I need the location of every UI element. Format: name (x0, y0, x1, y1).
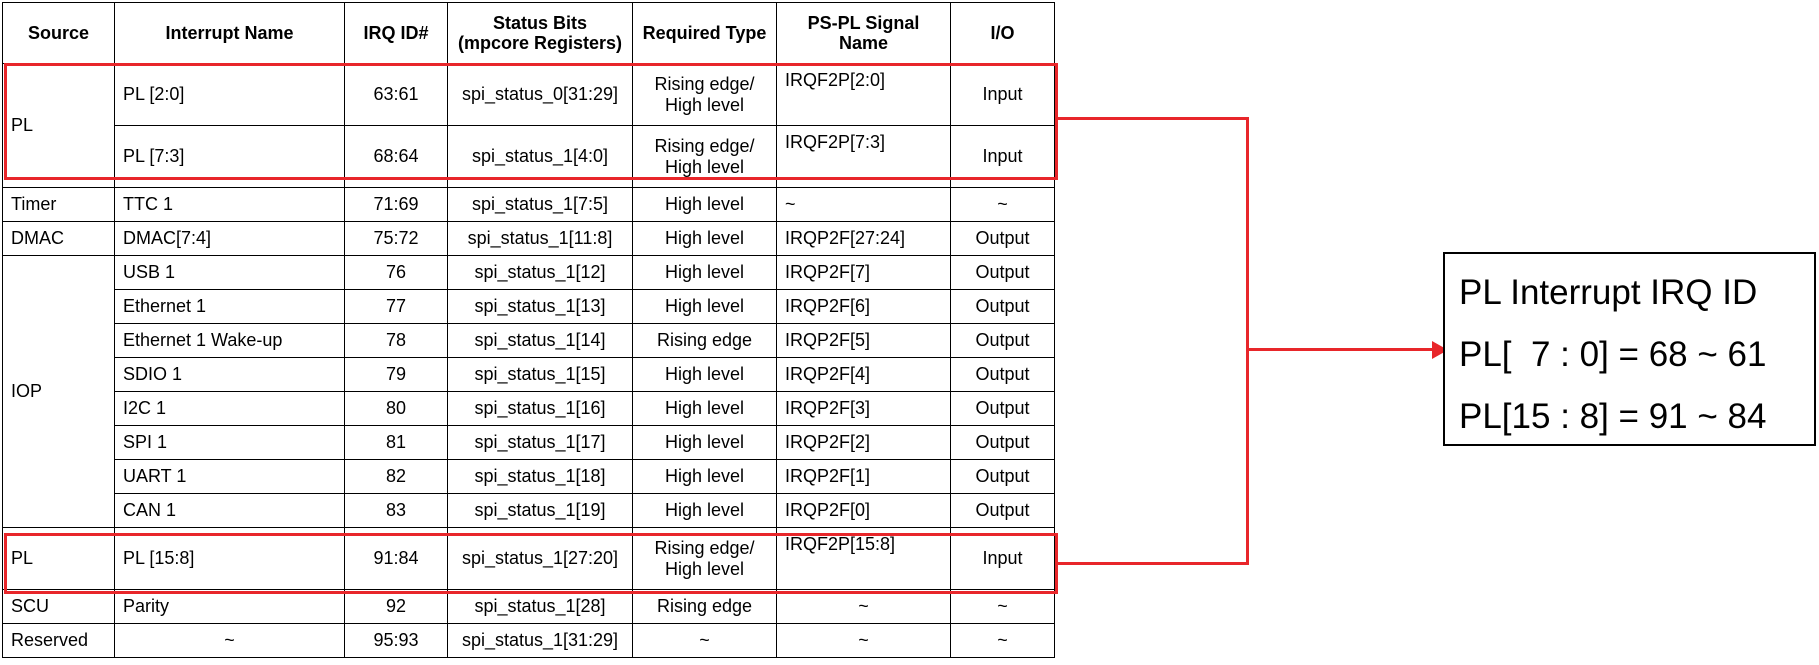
irq-id-cell: 82 (345, 460, 448, 494)
status-bits-cell: spi_status_0[31:29] (448, 64, 633, 126)
source-cell: PL (3, 64, 115, 188)
status-bits-title: Status Bits (492, 12, 588, 33)
table-row (3, 590, 1055, 624)
required-type-line: High level (664, 156, 745, 177)
col-header-io: I/O (951, 3, 1055, 64)
signal-name-cell: IRQP2F[5] (777, 324, 951, 358)
status-bits-cell: spi_status_1[13] (448, 290, 633, 324)
signal-name-cell: IRQP2F[7] (777, 256, 951, 290)
signal-name-cell: IRQP2F[2] (777, 426, 951, 460)
table-row (3, 290, 1055, 324)
summary-line-pl-low: PL[ 7 : 0] = 68 ~ 61 (1459, 335, 1767, 374)
required-type-cell: High level (633, 188, 777, 222)
table-row (3, 358, 1055, 392)
table-row (3, 256, 1055, 290)
status-bits-cell: spi_status_1[19] (448, 494, 633, 528)
required-type-line: High level (664, 558, 745, 579)
required-type-cell: ~ (633, 624, 777, 658)
status-bits-cell: spi_status_1[16] (448, 392, 633, 426)
connector-bottom-horizontal (1056, 562, 1249, 565)
status-bits-cell: spi_status_1[12] (448, 256, 633, 290)
irq-id-cell: 91:84 (345, 528, 448, 590)
connector-top-horizontal (1056, 117, 1249, 120)
signal-name-cell: IRQP2F[0] (777, 494, 951, 528)
irq-id-cell: 79 (345, 358, 448, 392)
status-bits-cell: spi_status_1[27:20] (448, 528, 633, 590)
io-cell: Input (951, 528, 1055, 590)
io-cell: Output (951, 426, 1055, 460)
signal-name-cell: ~ (777, 188, 951, 222)
col-header-interrupt-name: Interrupt Name (115, 3, 345, 64)
io-cell: Output (951, 358, 1055, 392)
signal-name-cell: IRQF2P[7:3] (777, 126, 951, 188)
table-row (3, 494, 1055, 528)
table-row (3, 64, 1055, 126)
io-cell: ~ (951, 188, 1055, 222)
io-cell: Output (951, 222, 1055, 256)
summary-title: PL Interrupt IRQ ID (1459, 273, 1758, 312)
io-cell: Input (951, 64, 1055, 126)
interrupt-name-cell: Ethernet 1 Wake-up (115, 324, 345, 358)
pl-irq-summary-box (1443, 252, 1816, 446)
irq-id-cell: 68:64 (345, 126, 448, 188)
required-type-cell: High level (633, 256, 777, 290)
io-cell: ~ (951, 624, 1055, 658)
interrupt-name-cell: Parity (115, 590, 345, 624)
io-cell: Output (951, 392, 1055, 426)
interrupt-name-cell: Ethernet 1 (115, 290, 345, 324)
table-row (3, 222, 1055, 256)
irq-id-cell: 77 (345, 290, 448, 324)
interrupt-name-cell: PL [15:8] (115, 528, 345, 590)
irq-id-cell: 71:69 (345, 188, 448, 222)
table-row (3, 460, 1055, 494)
irq-id-cell: 80 (345, 392, 448, 426)
irq-id-cell: 83 (345, 494, 448, 528)
io-cell: Output (951, 460, 1055, 494)
table-row (3, 324, 1055, 358)
required-type-cell: High level (633, 460, 777, 494)
status-bits-cell: spi_status_1[31:29] (448, 624, 633, 658)
table-row (3, 392, 1055, 426)
source-cell: Timer (3, 188, 115, 222)
status-bits-cell: spi_status_1[7:5] (448, 188, 633, 222)
io-cell: Output (951, 494, 1055, 528)
required-type-cell (633, 528, 777, 590)
source-cell: IOP (3, 256, 115, 528)
required-type-cell: High level (633, 222, 777, 256)
signal-name-cell: IRQP2F[27:24] (777, 222, 951, 256)
interrupt-name-cell: PL [2:0] (115, 64, 345, 126)
interrupt-name-cell: TTC 1 (115, 188, 345, 222)
signal-name-cell: IRQP2F[3] (777, 392, 951, 426)
interrupt-name-cell: SDIO 1 (115, 358, 345, 392)
source-cell: PL (3, 528, 115, 590)
col-header-irq-id: IRQ ID# (345, 3, 448, 64)
source-cell: Reserved (3, 624, 115, 658)
irq-id-cell: 75:72 (345, 222, 448, 256)
interrupt-name-cell: USB 1 (115, 256, 345, 290)
col-header-required-type: Required Type (633, 3, 777, 64)
required-type-cell: Rising edge (633, 324, 777, 358)
signal-name-cell: IRQP2F[1] (777, 460, 951, 494)
interrupt-name-cell: PL [7:3] (115, 126, 345, 188)
io-cell: Output (951, 256, 1055, 290)
irq-id-cell: 95:93 (345, 624, 448, 658)
required-type-line: High level (664, 94, 745, 115)
io-cell: Input (951, 126, 1055, 188)
interrupt-name-cell: I2C 1 (115, 392, 345, 426)
header-row (3, 3, 1055, 64)
irq-id-cell: 76 (345, 256, 448, 290)
status-bits-cell: spi_status_1[18] (448, 460, 633, 494)
col-header-pspl-signal: PS-PL Signal Name (777, 3, 951, 64)
required-type-cell (633, 64, 777, 126)
col-header-status-bits (448, 3, 633, 64)
interrupt-name-cell: UART 1 (115, 460, 345, 494)
signal-name-cell: ~ (777, 590, 951, 624)
interrupt-name-cell: CAN 1 (115, 494, 345, 528)
status-bits-cell: spi_status_1[17] (448, 426, 633, 460)
table-row (3, 624, 1055, 658)
status-bits-cell: spi_status_1[28] (448, 590, 633, 624)
io-cell: Output (951, 324, 1055, 358)
interrupt-table (2, 2, 1055, 658)
source-cell: SCU (3, 590, 115, 624)
connector-arrow-line (1246, 348, 1434, 351)
interrupt-name-cell: ~ (115, 624, 345, 658)
status-bits-subtitle: (mpcore Registers) (457, 33, 623, 53)
required-type-line: Rising edge/ (654, 538, 755, 559)
table-row (3, 426, 1055, 460)
interrupt-name-cell: DMAC[7:4] (115, 222, 345, 256)
irq-id-cell: 63:61 (345, 64, 448, 126)
status-bits-cell: spi_status_1[15] (448, 358, 633, 392)
signal-name-cell: IRQP2F[6] (777, 290, 951, 324)
required-type-cell: High level (633, 290, 777, 324)
io-cell: Output (951, 290, 1055, 324)
required-type-cell: Rising edge (633, 590, 777, 624)
required-type-cell: High level (633, 392, 777, 426)
table-row (3, 528, 1055, 590)
signal-name-cell: IRQF2P[15:8] (777, 528, 951, 590)
required-type-cell: High level (633, 494, 777, 528)
status-bits-cell: spi_status_1[4:0] (448, 126, 633, 188)
required-type-line: Rising edge/ (654, 136, 755, 157)
summary-line-pl-high: PL[15 : 8] = 91 ~ 84 (1459, 397, 1767, 436)
source-cell: DMAC (3, 222, 115, 256)
table-row (3, 126, 1055, 188)
required-type-cell (633, 126, 777, 188)
io-cell: ~ (951, 590, 1055, 624)
status-bits-cell: spi_status_1[11:8] (448, 222, 633, 256)
col-header-source: Source (3, 3, 115, 64)
required-type-line: Rising edge/ (654, 74, 755, 95)
status-bits-cell: spi_status_1[14] (448, 324, 633, 358)
signal-name-cell: IRQP2F[4] (777, 358, 951, 392)
connector-vertical (1246, 117, 1249, 565)
irq-id-cell: 78 (345, 324, 448, 358)
required-type-cell: High level (633, 358, 777, 392)
required-type-cell: High level (633, 426, 777, 460)
signal-name-cell: ~ (777, 624, 951, 658)
signal-name-cell: IRQF2P[2:0] (777, 64, 951, 126)
irq-id-cell: 92 (345, 590, 448, 624)
irq-id-cell: 81 (345, 426, 448, 460)
table-row (3, 188, 1055, 222)
interrupt-name-cell: SPI 1 (115, 426, 345, 460)
